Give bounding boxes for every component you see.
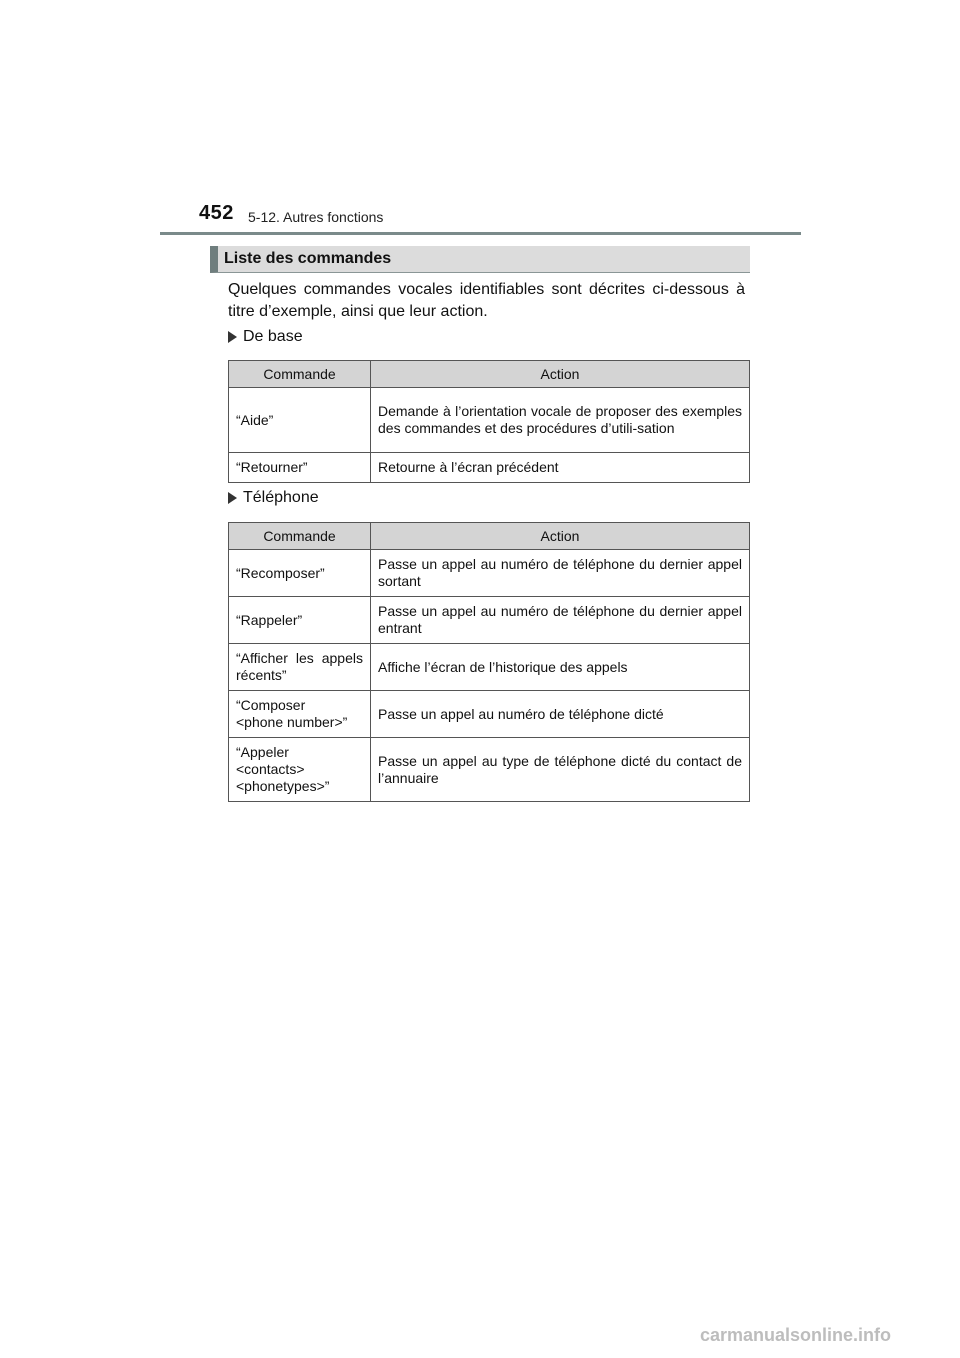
action-cell: Passe un appel au numéro de téléphone du dernier appel sortant <box>371 550 750 597</box>
table-row <box>229 691 750 738</box>
table-row <box>229 644 750 691</box>
section-title-bar <box>210 246 750 273</box>
header-rule <box>160 232 801 235</box>
table-header-row <box>229 361 750 388</box>
table-row <box>229 550 750 597</box>
command-cell: “Retourner” <box>229 453 371 483</box>
command-cell: “Composer <phone number>” <box>229 691 371 738</box>
column-header-action: Action <box>371 361 750 388</box>
command-cell: “Appeler <contacts> <phonetypes>” <box>229 738 371 802</box>
command-cell: “Recomposer” <box>229 550 371 597</box>
action-cell: Retourne à l’écran précédent <box>371 453 750 483</box>
table-row <box>229 388 750 453</box>
column-header-command: Commande <box>229 523 371 550</box>
section-title: Liste des commandes <box>224 250 392 267</box>
watermark: carmanualsonline.info <box>700 1325 892 1345</box>
command-cell: “Afficher les appels récents” <box>229 644 371 691</box>
table-row <box>229 738 750 802</box>
section-path: 5-12. Autres fonctions <box>248 209 384 225</box>
subheading-phone <box>228 489 319 507</box>
action-cell: Passe un appel au numéro de téléphone dicté <box>371 691 750 738</box>
triangle-bullet-icon <box>228 492 237 504</box>
column-header-command: Commande <box>229 361 371 388</box>
subheading-phone-label: Téléphone <box>243 489 319 506</box>
table-row <box>229 453 750 483</box>
subheading-basic <box>228 328 303 346</box>
phone-commands-table <box>228 522 750 802</box>
action-cell: Passe un appel au numéro de téléphone du dernier appel entrant <box>371 597 750 644</box>
command-cell: “Rappeler” <box>229 597 371 644</box>
table-header-row <box>229 523 750 550</box>
triangle-bullet-icon <box>228 331 237 343</box>
subheading-basic-label: De base <box>243 328 303 345</box>
column-header-action: Action <box>371 523 750 550</box>
page-number: 452 <box>199 202 234 224</box>
action-cell: Passe un appel au type de téléphone dicté du contact de l’annuaire <box>371 738 750 802</box>
table-row <box>229 597 750 644</box>
command-cell: “Aide” <box>229 388 371 453</box>
basic-commands-table <box>228 360 750 483</box>
action-cell: Demande à l’orientation vocale de proposer des exemples des commandes et des procédures d’utili-sation <box>371 388 750 453</box>
intro-paragraph: Quelques commandes vocales identifiables sont décrites ci-dessous à titre d’exemple, ainsi que leur action. <box>228 281 745 320</box>
action-cell: Affiche l’écran de l’historique des appels <box>371 644 750 691</box>
